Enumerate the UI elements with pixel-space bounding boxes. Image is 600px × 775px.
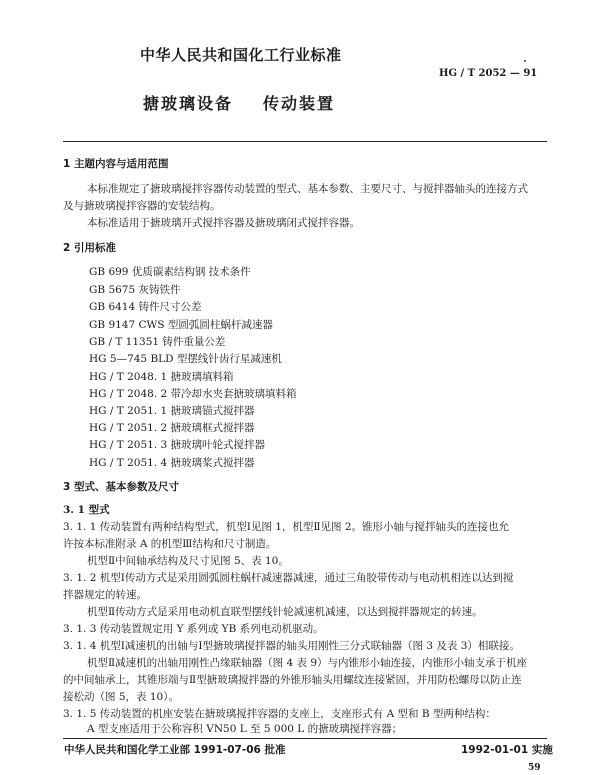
reference-item: HG / T 2048. 2 带冷却水夹套搪玻璃填料箱 [89, 388, 297, 400]
reference-item: HG / T 2051. 4 搪玻璃桨式搅拌器 [89, 457, 255, 469]
standard-code: HG / T 2052 — 91 [439, 68, 538, 79]
clause-3-1-3: 3. 1. 3 传动装置规定用 Y 系列或 YB 系列电动机驱动。 [63, 623, 324, 635]
reference-item: GB 9147 CWS 型圆弧圆柱蜗杆减速器 [89, 319, 273, 331]
clause-3-1-4-line-4: 接松动（图 5，表 10）。 [63, 691, 179, 703]
print-speck [524, 60, 526, 62]
reference-item: HG / T 2051. 3 搪玻璃叶轮式搅拌器 [89, 439, 266, 451]
reference-item: HG / T 2048. 1 搪玻璃填料箱 [89, 371, 234, 383]
reference-item: GB 699 优质碳素结构钢 技术条件 [89, 266, 251, 278]
clause-3-1-1-line-3: 机型Ⅱ中间轴承结构及尺寸见图 5、表 10。 [87, 555, 289, 567]
clause-3-1-5-line-1: 3. 1. 5 传动装置的机座安装在搪玻璃搅拌容器的支座上，支座形式有 A 型和 B 型两种结构： [63, 708, 496, 720]
document-title [143, 94, 336, 113]
section-2-heading: 2 引用标准 [63, 242, 116, 254]
section-1-heading: 1 主题内容与适用范围 [63, 158, 169, 170]
clause-3-1-4-line-3: 的中间轴承上，其锥形端与Ⅱ型搪玻璃搅拌器的外锥形轴头用螺纹连接紧固，并用防松螺母以防止连 [63, 674, 522, 686]
clause-3-1-1-line-2: 许按本标准附录 A 的机型Ⅲ结构和尺寸制造。 [63, 538, 277, 550]
section-3-heading: 3 型式、基本参数及尺寸 [63, 481, 179, 493]
reference-item: GB 5675 灰铸铁件 [89, 284, 181, 296]
standard-category-title: 中华人民共和国化工行业标准 [140, 46, 342, 64]
reference-item: HG / T 2051. 1 搪玻璃锚式搅拌器 [89, 405, 255, 417]
clause-3-1-heading: 3. 1 型式 [63, 504, 110, 516]
section-1-para-1-line-1: 本标准规定了搪玻璃搅拌容器传动装置的型式、基本参数、主要尺寸、与搅拌器轴头的连接方式 [87, 183, 528, 195]
footer-rule [63, 738, 547, 739]
clause-3-1-2-line-2: 拌器规定的转速。 [63, 589, 147, 601]
document-title-part-a: 搪玻璃设备 [143, 94, 234, 113]
clause-3-1-2-line-3: 机型Ⅱ传动方式是采用电动机直联型摆线针轮减速机减速，以达到搅拌器规定的转速。 [87, 606, 483, 618]
section-1-para-1-line-2: 及与搪玻璃搅拌容器的安装结构。 [63, 200, 221, 212]
clause-3-1-4-line-1: 3. 1. 4 机型Ⅰ减速机的出轴与Ⅰ型搪玻璃搅拌器的轴头用刚性三分式联轴器（图 3 及表 3）相联接。 [63, 640, 520, 652]
section-1-para-2: 本标准适用于搪玻璃开式搅拌容器及搪玻璃闭式搅拌容器。 [87, 217, 360, 229]
clause-3-1-4-line-2: 机型Ⅱ减速机的出轴用刚性凸缘联轴器（图 4 表 9）与内锥形小轴连接，内锥形小轴支承于机座 [87, 657, 528, 669]
implementation-date: 1992-01-01 实施 [461, 744, 553, 756]
clause-3-1-2-line-1: 3. 1. 2 机型Ⅰ传动方式是采用圆弧圆柱蜗杆减速器减速，通过三角胶带传动与电动机相连以达到搅 [63, 572, 514, 584]
reference-item: HG / T 2051. 2 搪玻璃框式搅拌器 [89, 422, 255, 434]
reference-item: GB / T 11351 铸件重量公差 [89, 336, 226, 348]
header-rule [63, 141, 547, 142]
reference-item: GB 6414 铸件尺寸公差 [89, 301, 202, 313]
approval-line: 中华人民共和国化学工业部 1991-07-06 批准 [64, 744, 286, 756]
page-number: 59 [528, 763, 541, 773]
document-title-part-b: 传动装置 [263, 94, 336, 113]
clause-3-1-1-line-1: 3. 1. 1 传动装置有两种结构型式，机型Ⅰ见图 1，机型Ⅱ见图 2。锥形小轴与搅拌轴头的连接也允 [63, 521, 510, 533]
reference-item: HG 5—745 BLD 型摆线针齿行星减速机 [89, 353, 282, 365]
clause-3-1-5-line-2: A 型支座适用于公称容积 VN50 L 至 5 000 L 的搪玻璃搅拌容器； [87, 723, 403, 735]
